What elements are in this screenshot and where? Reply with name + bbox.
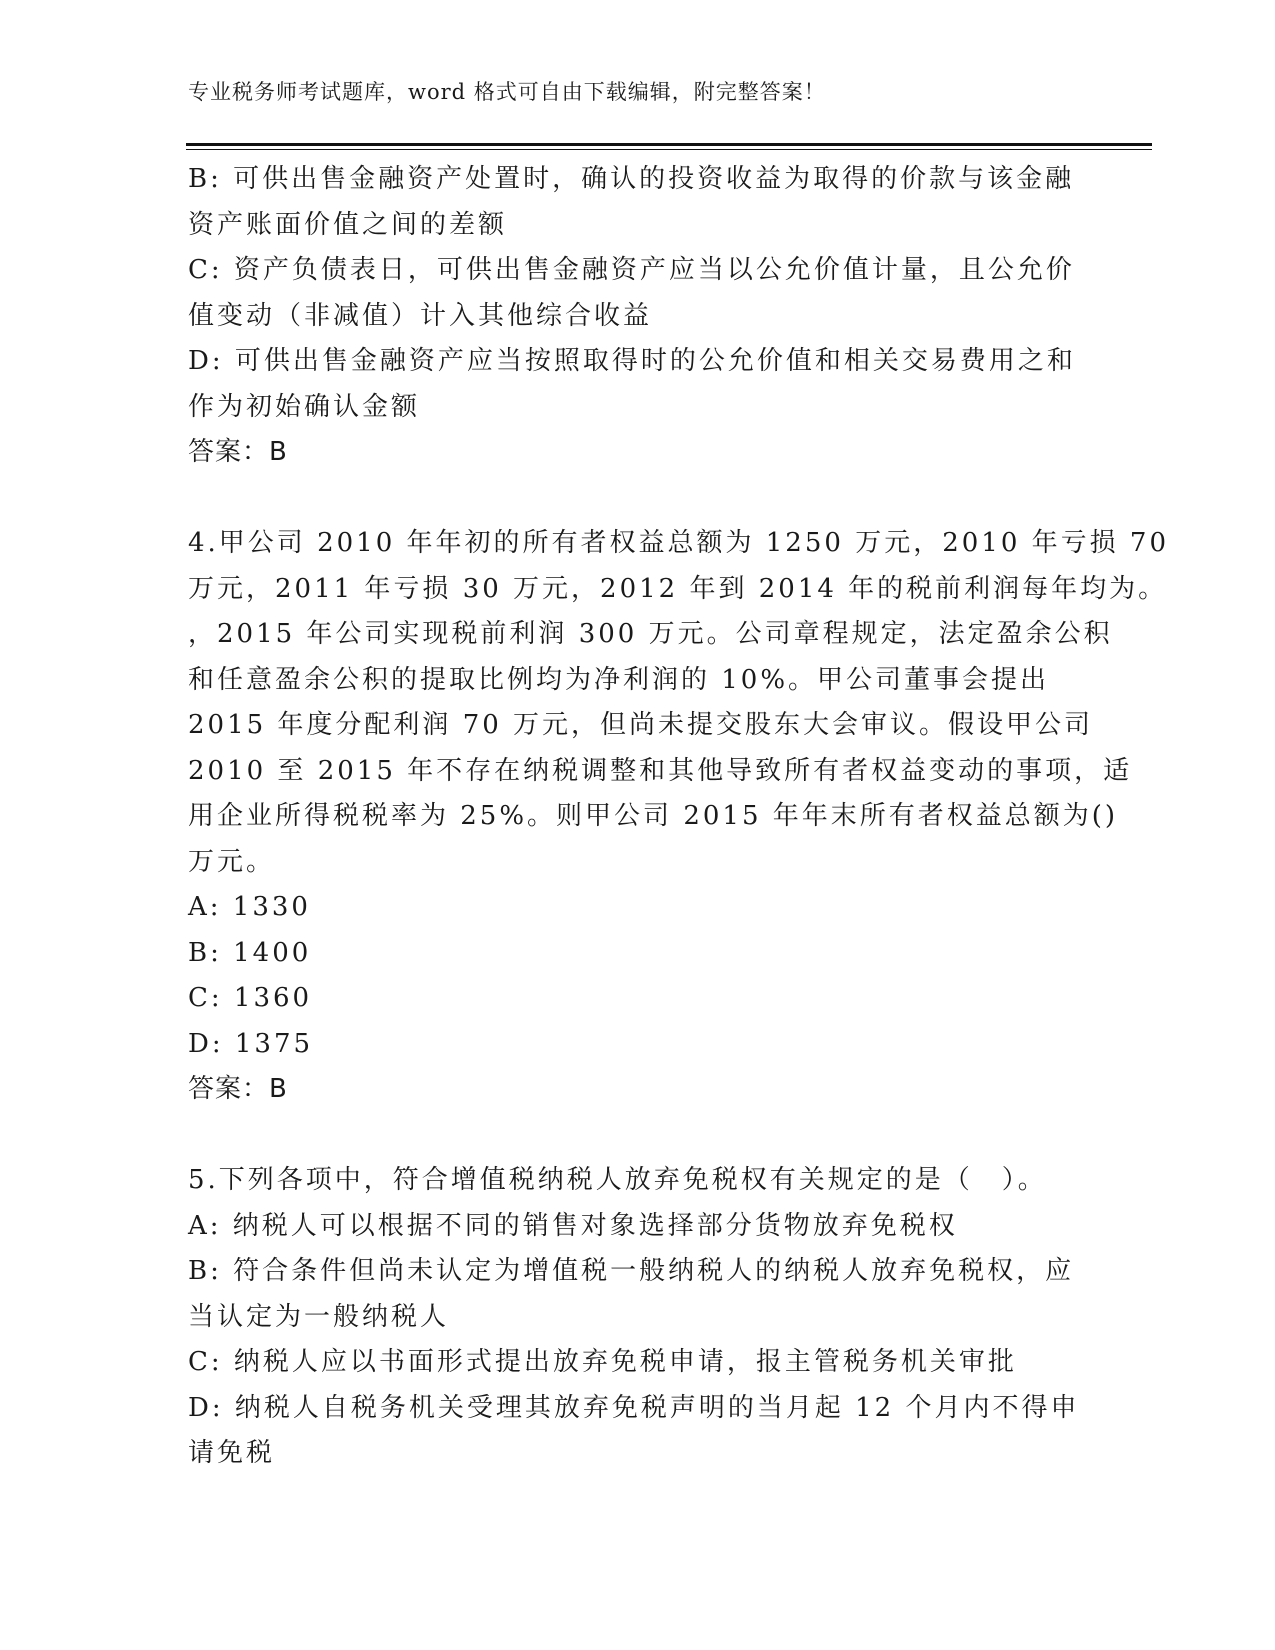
- option-b: B: 符合条件但尚未认定为增值税一般纳税人的纳税人放弃免税权，应: [188, 1256, 1075, 1286]
- question-stem: 2010 至 2015 年不存在纳税调整和其他导致所有者权益变动的事项，适: [188, 755, 1133, 786]
- option-b-cont: 资产账面价值之间的差额: [188, 209, 508, 240]
- question-3-options: [188, 157, 1088, 476]
- question-stem: 5.下列各项中，符合增值税纳税人放弃免税权有关规定的是（ ）。: [188, 1165, 1047, 1195]
- question-stem: 2015 年度分配利润 70 万元，但尚未提交股东大会审议。假设甲公司: [188, 710, 1094, 740]
- option-c: C: 1360: [188, 983, 313, 1013]
- question-stem: 用企业所得税税率为 25%。则甲公司 2015 年年末所有者权益总额为(): [188, 801, 1119, 831]
- option-d-cont: 作为初始确认金额: [188, 391, 421, 422]
- header-divider-thin: [186, 149, 1152, 150]
- option-d-cont: 请免税: [188, 1438, 276, 1468]
- option-d: D: 纳税人自税务机关受理其放弃免税声明的当月起 12 个月内不得申: [188, 1392, 1080, 1423]
- answer-label: 答案：B: [188, 1074, 288, 1104]
- option-c: C: 资产负债表日，可供出售金融资产应当以公允价值计量，且公允价: [188, 255, 1075, 285]
- question-5: [188, 1158, 1088, 1477]
- question-stem: 万元。: [188, 846, 276, 877]
- question-stem: 和任意盈余公积的提取比例均为净利润的 10%。甲公司董事会提出: [188, 664, 1050, 695]
- option-a: A: 1330: [188, 892, 311, 922]
- question-stem: ，2015 年公司实现税前利润 300 万元。公司章程规定，法定盈余公积: [188, 619, 1113, 649]
- header-divider: [186, 143, 1152, 146]
- question-stem: 万元，2011 年亏损 30 万元，2012 年到 2014 年的税前利润每年均为。: [188, 573, 1168, 604]
- option-d: D: 1375: [188, 1028, 314, 1059]
- option-b: B: 1400: [188, 937, 312, 968]
- option-c-cont: 值变动（非减值）计入其他综合收益: [188, 300, 653, 331]
- page-header: 专业税务师考试题库，word 格式可自由下载编辑，附完整答案！: [188, 80, 826, 104]
- document-body: [188, 157, 1169, 1477]
- option-c: C: 纳税人应以书面形式提出放弃免税申请，报主管税务机关审批: [188, 1347, 1017, 1377]
- option-a: A: 纳税人可以根据不同的销售对象选择部分货物放弃免税权: [188, 1210, 958, 1241]
- answer-label: 答案：B: [188, 437, 288, 467]
- option-b: B: 可供出售金融资产处置时，确认的投资收益为取得的价款与该金融: [188, 164, 1075, 194]
- option-d: D: 可供出售金融资产应当按照取得时的公允价值和相关交易费用之和: [188, 346, 1076, 376]
- question-stem: 4.甲公司 2010 年年初的所有者权益总额为 1250 万元，2010 年亏损 70: [188, 528, 1169, 558]
- question-4: [188, 521, 1169, 1113]
- option-b-cont: 当认定为一般纳税人: [188, 1301, 450, 1332]
